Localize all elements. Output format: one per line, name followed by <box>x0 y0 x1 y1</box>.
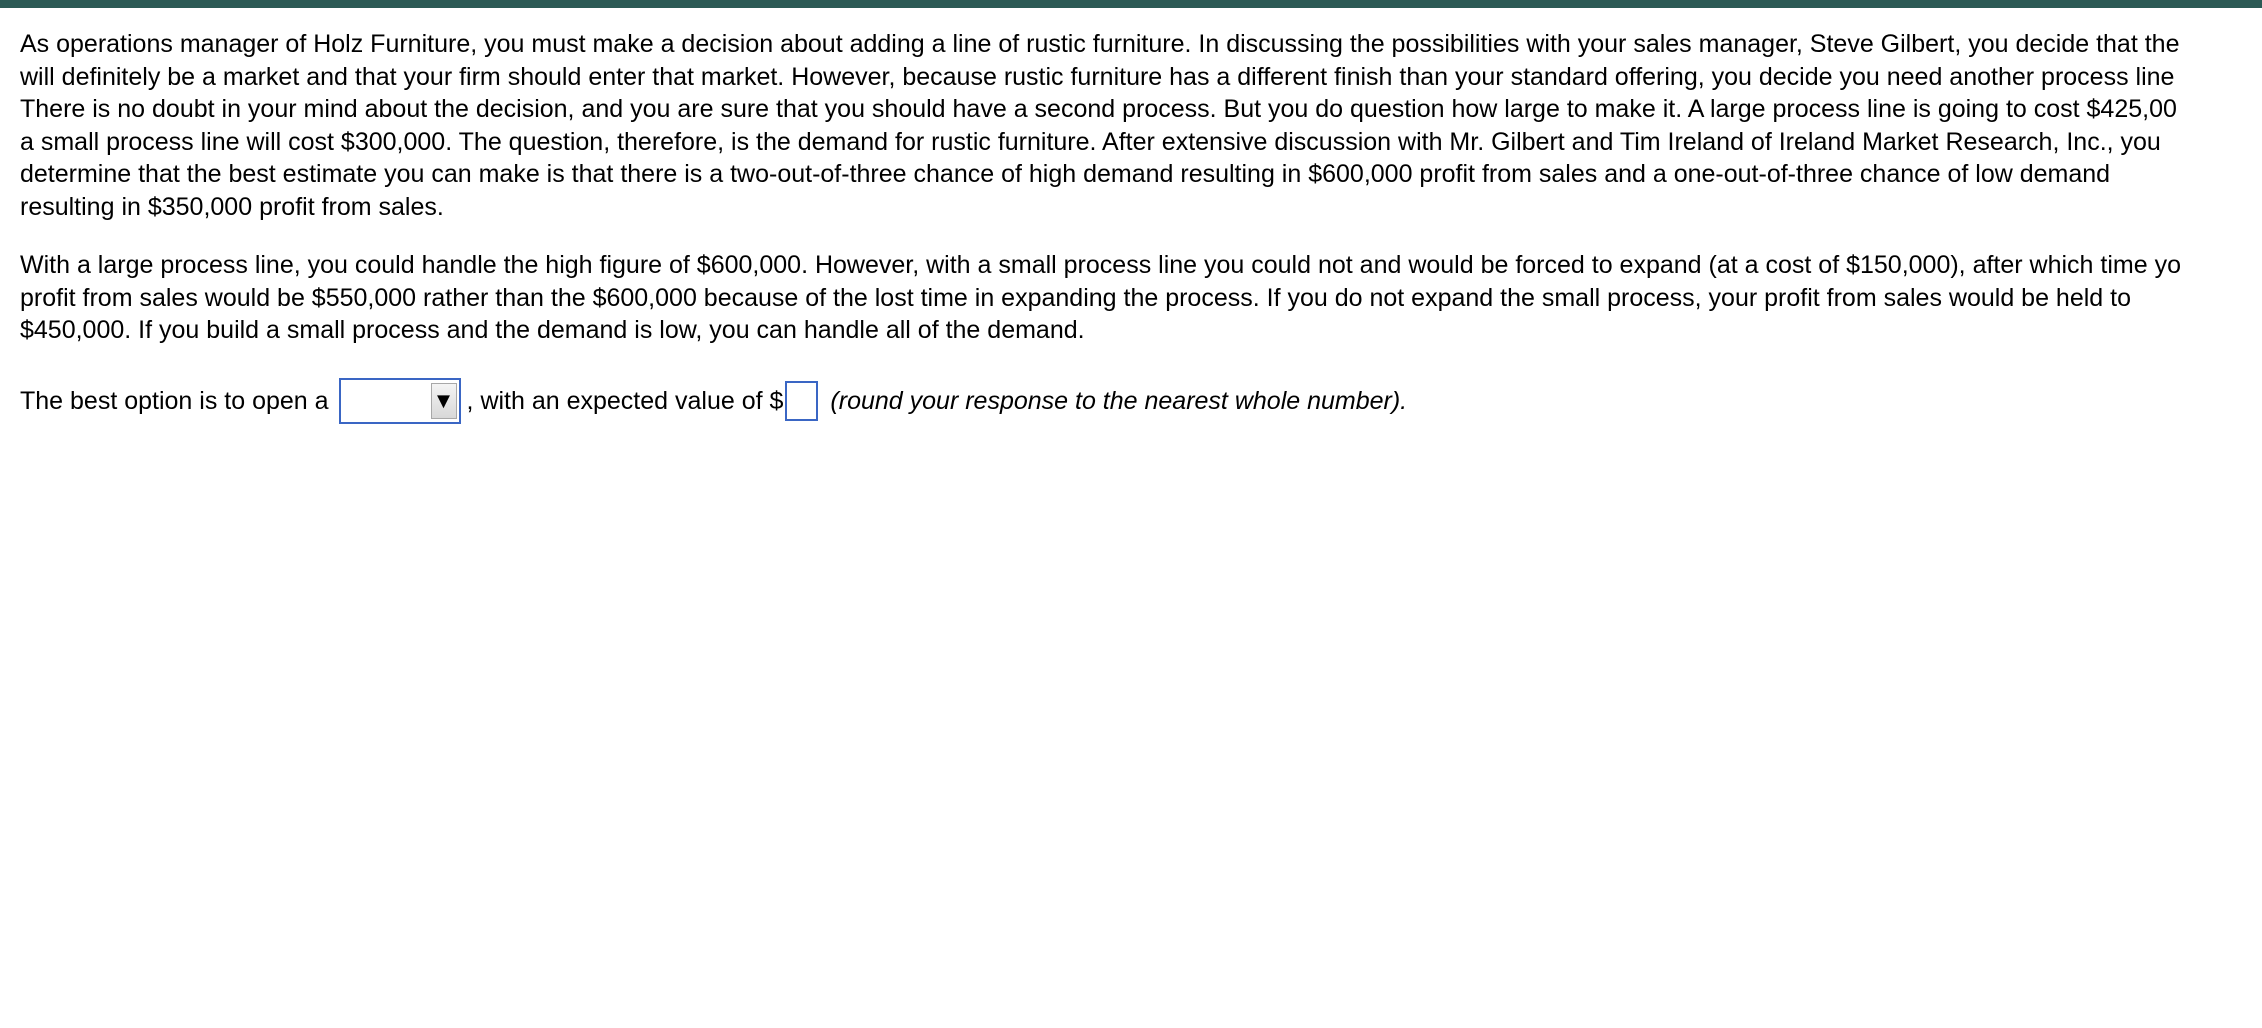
problem-paragraph-1 <box>20 28 2262 223</box>
expected-value-input[interactable] <box>785 381 818 421</box>
paragraph-line: With a large process line, you could handle the high figure of $600,000. However, with a small process line you could not and would be forced to expand (at a cost of $150,000), after which time yo <box>20 251 2181 279</box>
answer-prefix-text: The best option is to open a <box>20 386 329 415</box>
paragraph-line: profit from sales would be $550,000 rather than the $600,000 because of the lost time in expanding the process. If you do not expand the small process, your profit from sales would be held to <box>20 283 2131 312</box>
paragraph-line: determine that the best estimate you can make is that there is a two-out-of-three chance of high demand resulting in $600,000 profit from sales and a one-out-of-three chance of low demand <box>20 160 2111 188</box>
dropdown-arrow-icon[interactable]: ▼ <box>431 383 457 419</box>
paragraph-line: will definitely be a market and that your firm should enter that market. However, because rustic furniture has a different finish than your standard offering, you decide you need another process line <box>20 62 2175 91</box>
top-header-bar <box>0 0 2262 8</box>
answer-row <box>20 378 2262 424</box>
paragraph-line: As operations manager of Holz Furniture, you must make a decision about adding a line of rustic furniture. In discussing the possibilities with your sales manager, Steve Gilbert, you decide that the <box>20 30 2180 58</box>
rounding-hint-text: (round your response to the nearest whole number). <box>830 386 1408 415</box>
option-dropdown[interactable] <box>339 378 461 424</box>
paragraph-line: a small process line will cost $300,000. The question, therefore, is the demand for rustic furniture. After extensive discussion with Mr. Gilbert and Tim Ireland of Ireland Market Research, Inc., you <box>20 127 2161 156</box>
answer-middle-text: , with an expected value of $ <box>466 386 784 415</box>
problem-paragraph-2 <box>20 249 2262 347</box>
paragraph-line: There is no doubt in your mind about the decision, and you are sure that you should have a second process. But you do question how large to make it. A large process line is going to cost $425,00 <box>20 95 2177 123</box>
question-content <box>20 28 2262 424</box>
paragraph-line: $450,000. If you build a small process and the demand is low, you can handle all of the demand. <box>20 316 1085 344</box>
paragraph-line: resulting in $350,000 profit from sales. <box>20 192 444 221</box>
